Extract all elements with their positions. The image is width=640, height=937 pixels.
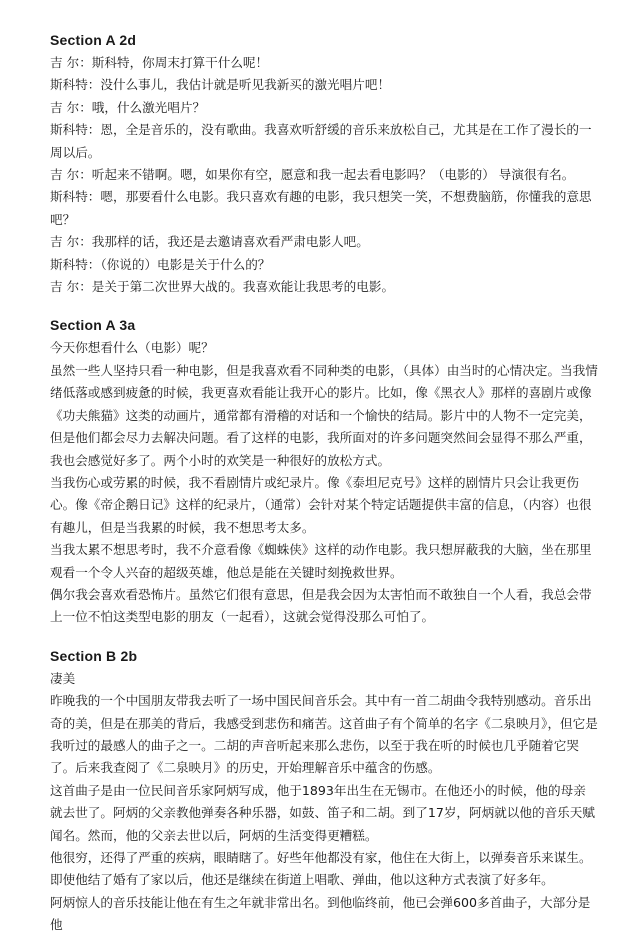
section-b-2b (50, 644, 598, 937)
section-title: Section A 2d (50, 32, 137, 48)
dialogue-line: 斯科特：嗯，那要看什么电影。我只喜欢有趣的电影，我只想笑一笑，不想费脑筋，你懂我的意思吧？ (50, 189, 592, 227)
section-title: Section B 2b (50, 647, 138, 664)
passage-title: 凄美 (50, 670, 76, 686)
dialogue-line: 斯科特：（你说的）电影是关于什么的？ (50, 256, 271, 272)
section-title: Section A 3a (50, 317, 136, 334)
section-a-2d (50, 28, 598, 298)
paragraph: 当我伤心或劳累的时候，我不看剧情片或纪录片。像《泰坦尼克号》这样的剧情片只会让我更伤心。像《帝企鹅日记》这样的纪录片，（通常）会针对某个特定话题提供丰富的信息，（内容）也很有趣儿，但是当我累的时候，我不想思考太多。 (50, 474, 592, 535)
dialogue-line: 斯科特：没什么事儿，我估计就是听见我新买的激光唱片吧！ (50, 77, 391, 93)
paragraph: 今天你想看什么（电影）呢？ (50, 340, 214, 356)
dialogue-line: 吉 尔：斯科特，你周末打算干什么呢！ (50, 55, 269, 70)
section-a-3a (50, 313, 598, 628)
dialogue-line: 吉 尔：是关于第二次世界大战的。我喜欢能让我思考的电影。 (50, 279, 395, 295)
dialogue-line: 吉 尔：哦，什么激光唱片？ (50, 99, 206, 115)
paragraph: 虽然一些人坚持只看一种电影，但是我喜欢看不同种类的电影，（具体）由当时的心情决定。当我情绪低落或感到疲惫的时候，我更喜欢看能让我开心的影片。比如，像《黑衣人》那样的喜剧片或像《功夫熊猫》这类的动画片，通常都有滑稽的对话和一个愉快的结局。影片中的人物不一定完美，但是他们都会尽力去解决问题。看了这样的电影，我所面对的许多问题突然间会显得不那么严重，我也会感觉好多了。两个小时的欢笑是一种很好的放松方式。 (50, 362, 598, 468)
paragraph: 阿炳惊人的音乐技能让他在有生之年就非常出名。到他临终前，他已会弹600多首曲子，大部分是他 (50, 894, 591, 933)
paragraph: 这首曲子是由一位民间音乐家阿炳写成，他于1893年出生在无锡市。在他还小的时候，他的母亲就去世了。阿炳的父亲教他弹奏各种乐器，如鼓、笛子和二胡。到了17岁，阿炳就以他的音乐天赋闻名。然而，他的父亲去世以后，阿炳的生活变得更糟糕。 (50, 782, 595, 843)
dialogue-line: 吉 尔：我那样的话，我还是去邀请喜欢看严肃电影人吧。 (50, 234, 369, 250)
paragraph: 他很穷，还得了严重的疾病，眼睛瞎了。好些年他都没有家，他住在大街上，以弹奏音乐来谋生。即使他结了婚有了家以后，他还是继续在街道上唱歌、弹曲，他以这种方式表演了好多年。 (50, 850, 592, 888)
document-page (50, 28, 598, 937)
dialogue-line: 斯科特：恩，全是音乐的，没有歌曲。我喜欢听舒缓的音乐来放松自己，尤其是在工作了漫长的一周以后。 (50, 122, 592, 160)
section-spacer (50, 298, 598, 313)
paragraph: 当我太累不想思考时，我不介意看像《蜘蛛侠》这样的动作电影。我只想屏蔽我的大脑，坐在那里观看一个令人兴奋的超级英雄，他总是能在关键时刻挽救世界。 (50, 542, 592, 580)
paragraph: 昨晚我的一个中国朋友带我去听了一场中国民间音乐会。其中有一首二胡曲令我特别感动。音乐出奇的美，但是在那美的背后，我感受到悲伤和痛苦。这首曲子有个简单的名字《二泉映月》，但它是我听过的最感人的曲子之一。二胡的声音听起来那么悲伤，以至于我在听的时候也几乎随着它哭了。后来我查阅了《二泉映月》的历史，开始理解音乐中蕴含的伤感。 (50, 693, 598, 776)
section-spacer (50, 629, 598, 644)
dialogue-line: 吉 尔：听起来不错啊。嗯，如果你有空，愿意和我一起去看电影吗？（电影的） 导演很有名。 (50, 167, 575, 183)
paragraph: 偶尔我会喜欢看恐怖片。虽然它们很有意思，但是我会因为太害怕而不敢独自一个人看，我总会带上一位不怕这类型电影的朋友（一起看），这就会觉得没那么可怕了。 (50, 586, 592, 625)
